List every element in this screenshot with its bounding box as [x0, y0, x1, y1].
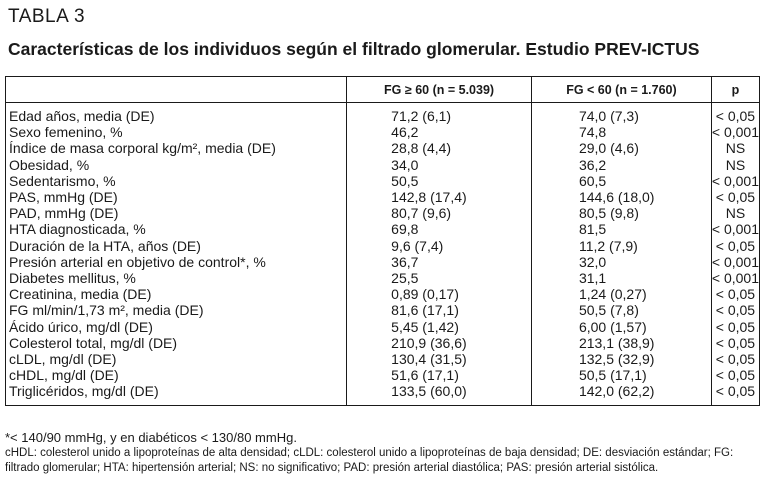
- row-fg-lt-60-value: 60,5: [531, 173, 711, 189]
- row-variable: FG ml/min/1,73 m², media (DE): [6, 302, 347, 318]
- row-p-value: < 0,001: [711, 172, 759, 189]
- table-row: [6, 318, 760, 334]
- table-row: [6, 335, 760, 351]
- row-p-value: < 0,05: [715, 108, 756, 125]
- footnote-abbreviations: cHDL: colesterol unido a lipoproteínas de alta densidad; cLDL: colesterol unido a lipoproteínas de baja densidad; DE: desviación estándar; FG: filtrado glomerular; HTA: hipertensión arterial; NS: no significativo; PAD: presión arterial diastólica; PAS: presión arterial sistólica.: [5, 447, 734, 474]
- table-body: [6, 103, 760, 406]
- table-row: [6, 351, 760, 367]
- row-variable: Sexo femenino, %: [6, 124, 347, 140]
- footnotes: [5, 430, 760, 476]
- row-p-value: NS: [725, 156, 746, 173]
- row-p-value: < 0,05: [715, 237, 756, 254]
- row-fg-ge-60-value: 81,6 (17,1): [347, 302, 532, 318]
- row-p-value: NS: [725, 205, 746, 222]
- row-fg-lt-60-value: 11,2 (7,9): [531, 238, 711, 254]
- row-variable: cHDL, mg/dl (DE): [6, 367, 347, 383]
- row-fg-ge-60-value: 69,8: [347, 221, 532, 237]
- header-variable: [6, 77, 347, 103]
- row-p-value: < 0,05: [715, 334, 756, 351]
- table-row: [6, 286, 760, 302]
- row-p-value: < 0,05: [715, 286, 756, 303]
- table-title: Características de los individuos según el filtrado glomerular. Estudio PREV-ICTUS: [8, 39, 700, 59]
- row-variable: Sedentarismo, %: [6, 173, 347, 189]
- row-fg-ge-60-value: 142,8 (17,4): [347, 189, 532, 205]
- row-variable: Índice de masa corporal kg/m², media (DE): [6, 140, 347, 156]
- row-fg-ge-60-value: 28,8 (4,4): [347, 140, 532, 156]
- table-row: [6, 103, 760, 125]
- row-fg-lt-60-value: 144,6 (18,0): [531, 189, 711, 205]
- row-variable: Creatinina, media (DE): [6, 286, 347, 302]
- row-fg-lt-60-value: 142,0 (62,2): [531, 383, 711, 406]
- table-row: [6, 367, 760, 383]
- row-p-value: < 0,001: [711, 269, 759, 286]
- row-fg-ge-60-value: 133,5 (60,0): [347, 383, 532, 406]
- row-variable: Duración de la HTA, años (DE): [6, 238, 347, 254]
- header-fg-lt-60: FG < 60 (n = 1.760): [531, 77, 711, 103]
- row-fg-ge-60-value: 71,2 (6,1): [347, 103, 532, 125]
- row-p-value: < 0,001: [711, 221, 759, 238]
- row-fg-ge-60-value: 46,2: [347, 124, 532, 140]
- row-fg-ge-60-value: 34,0: [347, 157, 532, 173]
- row-variable: Diabetes mellitus, %: [6, 270, 347, 286]
- row-fg-ge-60-value: 51,6 (17,1): [347, 367, 532, 383]
- row-fg-lt-60-value: 50,5 (17,1): [531, 367, 711, 383]
- table-row: [6, 124, 760, 140]
- row-fg-ge-60-value: 0,89 (0,17): [347, 286, 532, 302]
- row-fg-lt-60-value: 29,0 (4,6): [531, 140, 711, 156]
- row-fg-lt-60-value: 81,5: [531, 221, 711, 237]
- row-p-value: < 0,05: [715, 367, 756, 384]
- table-row: [6, 189, 760, 205]
- row-p-value: NS: [725, 140, 746, 157]
- row-fg-ge-60-value: 36,7: [347, 254, 532, 270]
- row-fg-ge-60-value: 25,5: [347, 270, 532, 286]
- table-row: [6, 140, 760, 156]
- footnote-asterisk: *< 140/90 mmHg, y en diabéticos < 130/80 mmHg.: [5, 430, 297, 445]
- row-fg-lt-60-value: 50,5 (7,8): [531, 302, 711, 318]
- row-p-value: < 0,05: [715, 302, 756, 319]
- row-fg-ge-60-value: 210,9 (36,6): [347, 335, 532, 351]
- row-fg-lt-60-value: 132,5 (32,9): [531, 351, 711, 367]
- row-variable: Obesidad, %: [6, 157, 347, 173]
- row-variable: Ácido úrico, mg/dl (DE): [6, 318, 347, 334]
- row-fg-lt-60-value: 31,1: [531, 270, 711, 286]
- row-variable: cLDL, mg/dl (DE): [6, 351, 347, 367]
- table-row: [6, 205, 760, 221]
- row-variable: Presión arterial en objetivo de control*, %: [6, 254, 347, 270]
- row-fg-ge-60-value: 5,45 (1,42): [347, 318, 532, 334]
- row-variable: Triglicéridos, mg/dl (DE): [6, 383, 347, 406]
- table-row: [6, 157, 760, 173]
- table-row: [6, 221, 760, 237]
- table-row: [6, 383, 760, 406]
- row-variable: Colesterol total, mg/dl (DE): [6, 335, 347, 351]
- row-fg-lt-60-value: 6,00 (1,57): [531, 318, 711, 334]
- row-fg-lt-60-value: 80,5 (9,8): [531, 205, 711, 221]
- table-row: [6, 254, 760, 270]
- row-fg-lt-60-value: 74,0 (7,3): [531, 103, 711, 125]
- row-fg-lt-60-value: 32,0: [531, 254, 711, 270]
- row-fg-lt-60-value: 36,2: [531, 157, 711, 173]
- table-row: [6, 173, 760, 189]
- row-variable: Edad años, media (DE): [6, 103, 347, 125]
- row-fg-lt-60-value: 213,1 (38,9): [531, 335, 711, 351]
- table-row: [6, 238, 760, 254]
- table-label: TABLA 3: [8, 6, 86, 27]
- row-p-value: < 0,05: [715, 189, 756, 206]
- row-fg-ge-60-value: 80,7 (9,6): [347, 205, 532, 221]
- row-fg-lt-60-value: 1,24 (0,27): [531, 286, 711, 302]
- row-p-value: < 0,001: [711, 124, 759, 141]
- table-row: [6, 270, 760, 286]
- row-fg-ge-60-value: 130,4 (31,5): [347, 351, 532, 367]
- row-variable: PAS, mmHg (DE): [6, 189, 347, 205]
- table-header-row: [6, 77, 760, 103]
- row-p-value: < 0,05: [715, 318, 756, 335]
- row-fg-ge-60-value: 50,5: [347, 173, 532, 189]
- row-p-value: < 0,05: [715, 350, 756, 367]
- header-p-value: p: [711, 77, 759, 103]
- row-variable: HTA diagnosticada, %: [6, 221, 347, 237]
- characteristics-table: [5, 76, 760, 406]
- row-fg-ge-60-value: 9,6 (7,4): [347, 238, 532, 254]
- row-fg-lt-60-value: 74,8: [531, 124, 711, 140]
- row-variable: PAD, mmHg (DE): [6, 205, 347, 221]
- header-fg-ge-60: FG ≥ 60 (n = 5.039): [347, 77, 532, 103]
- row-p-value: < 0,05: [715, 383, 756, 400]
- row-p-value: < 0,001: [711, 253, 759, 270]
- table-row: [6, 302, 760, 318]
